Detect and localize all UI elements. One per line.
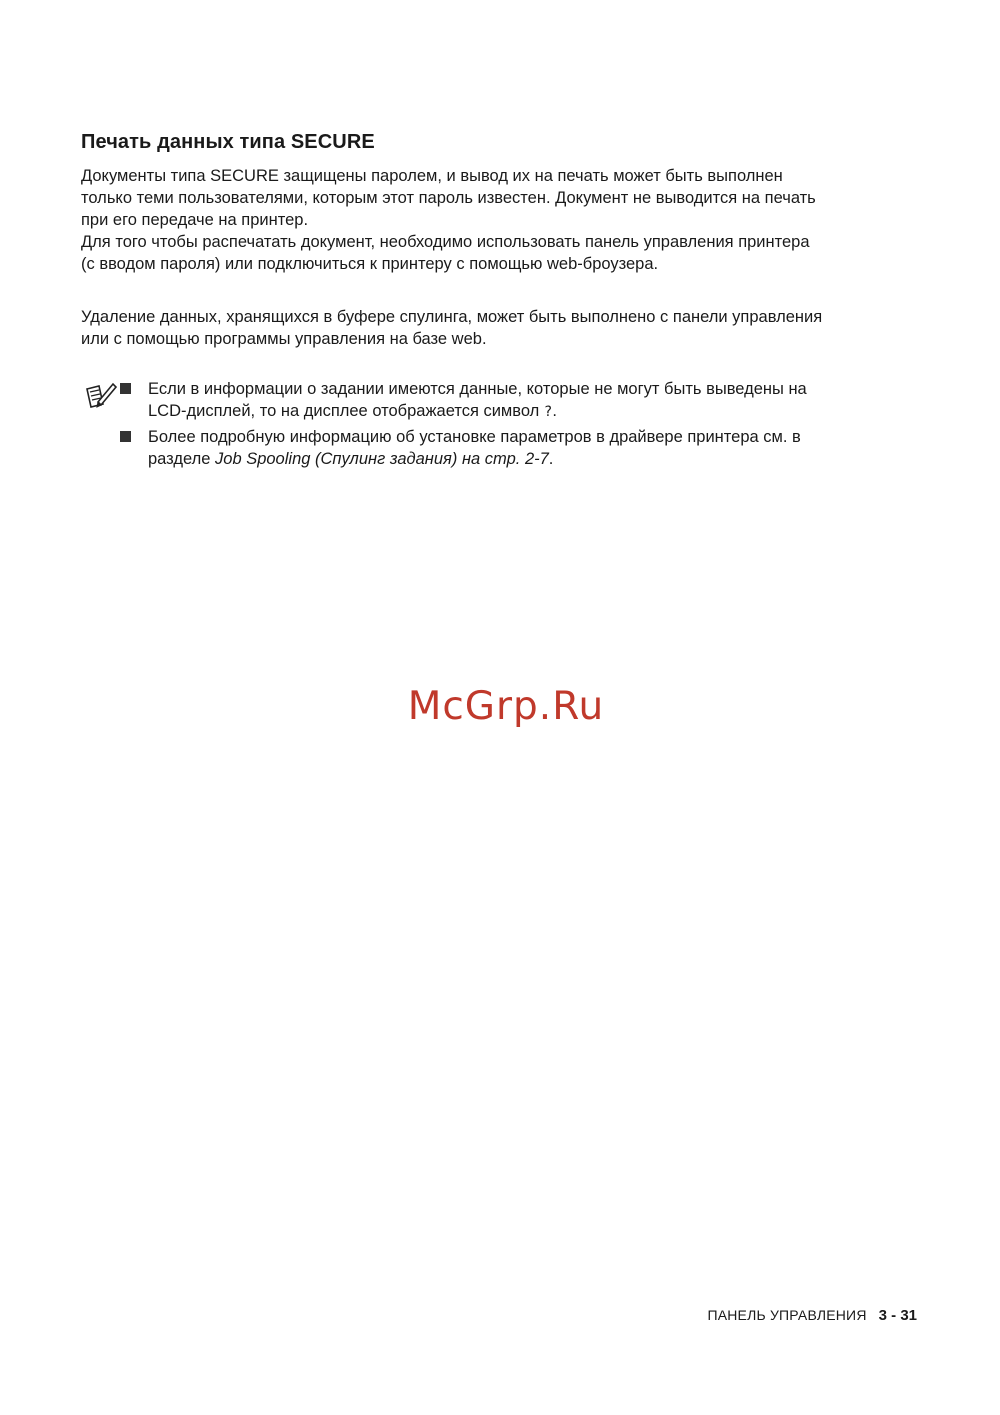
paragraph-line: (с вводом пароля) или подключиться к принтеру с помощью web-броузера. — [81, 255, 659, 273]
bullet-line-end: . — [552, 402, 557, 420]
paragraph-line: Документы типа SECURE защищены паролем, и вывод их на печать может быть выполнен — [81, 167, 783, 185]
square-bullet-icon — [120, 431, 131, 442]
page-footer — [707, 1307, 917, 1324]
paragraph-line: только теми пользователями, которым этот пароль известен. Документ не выводится на печать — [81, 189, 816, 207]
deletion-paragraph — [81, 306, 926, 350]
lcd-symbol: ? — [543, 404, 553, 420]
bullet-line: Если в информации о задании имеются данные, которые не могут быть выведены на — [148, 380, 807, 398]
bullet-line-text: LCD-дисплей, то на дисплее отображается символ — [148, 402, 544, 420]
bullet-line: Более подробную информацию об установке параметров в драйвере принтера см. в — [148, 428, 801, 446]
note-pencil-icon — [84, 380, 118, 410]
bullet-text — [148, 378, 938, 423]
bullet-line — [148, 448, 938, 470]
watermark — [0, 684, 1000, 729]
paragraph-line: Для того чтобы распечатать документ, необходимо использовать панель управления принтера — [81, 233, 810, 251]
bullet-line-text: разделе — [148, 450, 216, 468]
section-heading: Печать данных типа SECURE — [81, 131, 375, 153]
paragraph-line: при его передаче на принтер. — [81, 211, 309, 229]
intro-paragraph — [81, 165, 926, 275]
paragraph-line: Удаление данных, хранящихся в буфере спулинга, может быть выполнено с панели управления — [81, 308, 823, 326]
footer-section-title: ПАНЕЛЬ УПРАВЛЕНИЯ — [707, 1307, 867, 1323]
bullet-line-end: . — [548, 450, 554, 468]
page-number: 3 - 31 — [878, 1307, 917, 1324]
bullet-text — [148, 426, 938, 470]
square-bullet-icon — [120, 383, 131, 394]
bullet-line — [148, 400, 938, 423]
paragraph-line: или с помощью программы управления на базе web. — [81, 330, 487, 348]
watermark-text: McGrp.Ru — [407, 684, 605, 729]
cross-reference-link[interactable]: Job Spooling (Спулинг задания) на стр. 2-7 — [215, 450, 549, 468]
